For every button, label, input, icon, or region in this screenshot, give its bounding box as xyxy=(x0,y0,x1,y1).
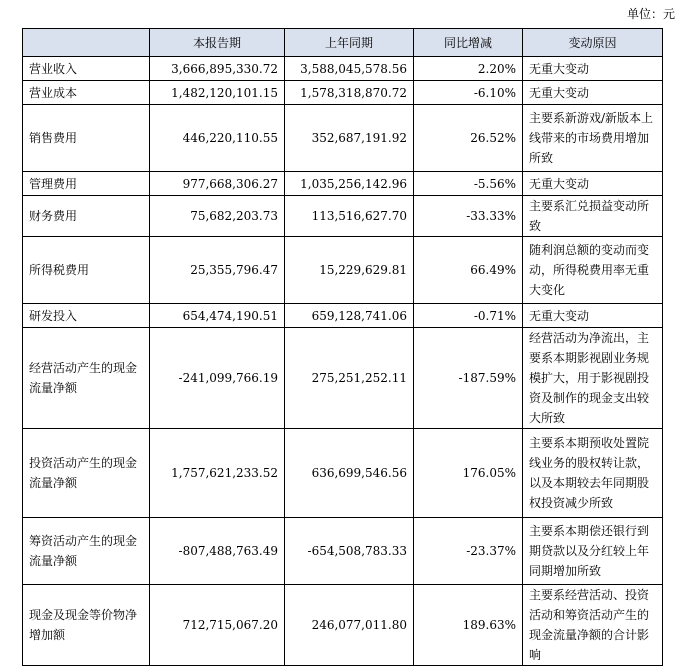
table-row xyxy=(23,518,663,585)
row-previous: 246,077,011.80 xyxy=(285,585,414,666)
row-current: -241,099,766.19 xyxy=(150,328,285,429)
row-item: 所得税费用 xyxy=(23,237,150,304)
row-item: 管理费用 xyxy=(23,172,150,196)
row-current: 654,474,190.51 xyxy=(150,304,285,328)
table-row xyxy=(23,196,663,237)
row-previous: 1,578,318,870.72 xyxy=(285,81,414,105)
row-item: 营业收入 xyxy=(23,57,150,81)
header-change-reason: 变动原因 xyxy=(523,29,663,57)
row-change: -23.37% xyxy=(414,518,523,585)
header-yoy-change: 同比增减 xyxy=(414,29,523,57)
header-previous-period: 上年同期 xyxy=(285,29,414,57)
row-item: 财务费用 xyxy=(23,196,150,237)
row-current: 977,668,306.27 xyxy=(150,172,285,196)
table-row xyxy=(23,172,663,196)
row-previous: 15,229,629.81 xyxy=(285,237,414,304)
table-row xyxy=(23,304,663,328)
table-row xyxy=(23,237,663,304)
row-previous: -654,508,783.33 xyxy=(285,518,414,585)
row-item: 营业成本 xyxy=(23,81,150,105)
row-item: 现金及现金等价物净增加额 xyxy=(23,585,150,666)
row-current: 75,682,203.73 xyxy=(150,196,285,237)
row-item: 筹资活动产生的现金流量净额 xyxy=(23,518,150,585)
row-current: 446,220,110.55 xyxy=(150,105,285,172)
row-reason: 主要系汇兑损益变动所致 xyxy=(523,196,663,237)
row-change: 2.20% xyxy=(414,57,523,81)
row-reason: 随利润总额的变动而变动，所得税费用率无重大变化 xyxy=(523,237,663,304)
table-row xyxy=(23,57,663,81)
row-change: -0.71% xyxy=(414,304,523,328)
row-previous: 275,251,252.11 xyxy=(285,328,414,429)
row-previous: 636,699,546.56 xyxy=(285,429,414,518)
row-previous: 113,516,627.70 xyxy=(285,196,414,237)
row-previous: 352,687,191.92 xyxy=(285,105,414,172)
row-current: 1,757,621,233.52 xyxy=(150,429,285,518)
row-change: 176.05% xyxy=(414,429,523,518)
row-reason: 无重大变动 xyxy=(523,81,663,105)
row-item: 投资活动产生的现金流量净额 xyxy=(23,429,150,518)
row-reason: 主要系新游戏/新版本上线带来的市场费用增加所致 xyxy=(523,105,663,172)
row-current: -807,488,763.49 xyxy=(150,518,285,585)
row-change: -5.56% xyxy=(414,172,523,196)
row-current: 712,715,067.20 xyxy=(150,585,285,666)
row-change: 189.63% xyxy=(414,585,523,666)
header-current-period: 本报告期 xyxy=(150,29,285,57)
row-reason: 经营活动为净流出，主要系本期影视剧业务规模扩大，用于影视剧投资及制作的现金支出较大所致 xyxy=(523,328,663,429)
row-previous: 659,128,741.06 xyxy=(285,304,414,328)
row-reason: 无重大变动 xyxy=(523,304,663,328)
row-current: 1,482,120,101.15 xyxy=(150,81,285,105)
table-row xyxy=(23,429,663,518)
row-item: 销售费用 xyxy=(23,105,150,172)
row-change: 66.49% xyxy=(414,237,523,304)
row-previous: 3,588,045,578.56 xyxy=(285,57,414,81)
table-row xyxy=(23,328,663,429)
table-row xyxy=(23,585,663,666)
row-reason: 无重大变动 xyxy=(523,57,663,81)
unit-label: 单位：元 xyxy=(626,7,675,21)
row-current: 3,666,895,330.72 xyxy=(150,57,285,81)
row-reason: 无重大变动 xyxy=(523,172,663,196)
row-reason: 主要系本期预收处置院线业务的股权转让款，以及本期较去年同期股权投资减少所致 xyxy=(523,429,663,518)
table-header-row xyxy=(23,29,663,57)
row-change: -6.10% xyxy=(414,81,523,105)
row-change: 26.52% xyxy=(414,105,523,172)
table-row xyxy=(23,105,663,172)
row-change: -187.59% xyxy=(414,328,523,429)
row-change: -33.33% xyxy=(414,196,523,237)
financial-table xyxy=(22,28,663,666)
header-item xyxy=(23,29,150,57)
row-reason: 主要系本期偿还银行到期贷款以及分红较上年同期增加所致 xyxy=(523,518,663,585)
table-row xyxy=(23,81,663,105)
row-item: 经营活动产生的现金流量净额 xyxy=(23,328,150,429)
row-current: 25,355,796.47 xyxy=(150,237,285,304)
row-item: 研发投入 xyxy=(23,304,150,328)
row-previous: 1,035,256,142.96 xyxy=(285,172,414,196)
row-reason: 主要系经营活动、投资活动和筹资活动产生的现金流量净额的合计影响 xyxy=(523,585,663,666)
